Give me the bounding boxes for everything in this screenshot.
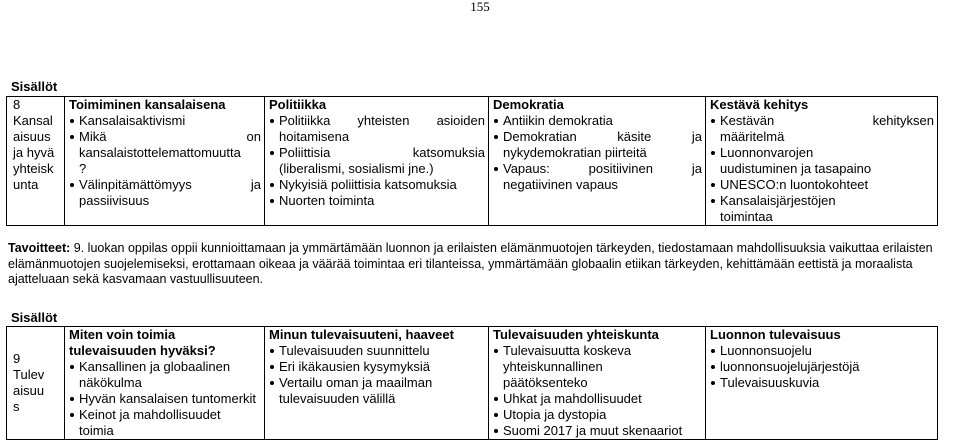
text-line: Antiikin demokratia — [503, 113, 613, 128]
text-line: yhteisk — [13, 161, 54, 176]
text-line: Vertailu oman ja maailman — [279, 375, 433, 390]
list-item — [69, 113, 261, 129]
list-item — [69, 359, 261, 391]
list-item — [69, 391, 261, 407]
text-line: Kansallinen ja globaalinen — [79, 359, 231, 374]
list-item — [493, 423, 702, 439]
text-line: Tulevaisuuden yhteiskunta — [493, 327, 659, 342]
list-item-text: kansalaistottelemattomuutta — [79, 145, 241, 160]
list-item-text: negatiivinen vapaus — [503, 177, 618, 192]
text-line: aisuus — [13, 129, 51, 144]
list-item — [493, 391, 702, 407]
grade-9-label — [13, 351, 60, 415]
content-table-grade-9 — [6, 326, 938, 440]
list-item-text: Kestävän kehityksen — [720, 113, 934, 128]
text-line: toimia — [79, 423, 114, 438]
list-item — [493, 129, 702, 161]
table-row — [7, 97, 938, 226]
text-line: Tulevaisuuden suunnittelu — [279, 343, 430, 358]
list-item — [269, 177, 485, 193]
text-line: tulevaisuuden hyväksi? — [69, 343, 216, 358]
text-line: tulevaisuuden välillä — [279, 391, 396, 406]
table-row — [7, 327, 938, 440]
text-line: Kansalaisaktivismi — [79, 113, 186, 128]
text-line: Minun tulevaisuuteni, haaveet — [269, 327, 454, 342]
text-line: Kansal — [13, 113, 53, 128]
text-line: Tulevaisuutta koskeva — [503, 343, 632, 358]
list-item — [710, 113, 934, 145]
text-line: Suomi 2017 ja muut skenaariot — [503, 423, 683, 438]
text-line: 9 — [13, 351, 21, 366]
grade-8-label — [13, 97, 60, 193]
list-item — [269, 145, 485, 177]
text-line: Eri ikäkausien kysymyksiä — [279, 359, 430, 374]
text-line: toimintaa — [720, 209, 773, 224]
text-line: Nuorten toiminta — [279, 193, 375, 208]
list-item-text: Politiikka yhteisten asioiden — [279, 113, 485, 128]
topic-cell-haaveet — [265, 327, 489, 440]
list-item-text: (liberalismi, sosialismi jne.) — [279, 161, 434, 176]
list-item — [710, 359, 934, 375]
text-line: s — [13, 399, 20, 414]
list-item-text: Poliittisia katsomuksia — [279, 145, 485, 160]
text-line: Hyvän kansalaisen tuntomerkit — [79, 391, 257, 406]
text-line: Utopia ja dystopia — [503, 407, 607, 422]
topic-cell-demokratia — [489, 97, 706, 226]
topic-cell-politiikka — [265, 97, 489, 226]
list-item-text: nykydemokratian piirteitä — [503, 145, 647, 160]
bullet-list — [69, 113, 261, 209]
text-line: Kansalaisjärjestöjen — [720, 193, 836, 208]
bullet-list — [493, 343, 702, 439]
list-item-text: määritelmä — [720, 129, 785, 144]
column-title: Politiikka — [269, 97, 327, 112]
list-item — [69, 129, 261, 177]
topic-cell-luonto — [706, 327, 938, 440]
tavoitteet-text: 9. luokan oppilas oppii kunnioittamaan ja ymmärtämään luonnon ja erilaisten elämänmuotojen tärkeyden, tiedostamaan mahdollisuuksia vaikuttaa erilaisten elämänmuotojen suojelemiseksi, erottamaan oikeaa ja väärää toimintaa eri tilanteissa, ymmärtämään globaalin etiikan tärkeyden, kehittämään eettistä ja moraalista ajatteluaan sekä kasvamaan vastuullisuuteen. — [8, 241, 933, 286]
text-line: aisuu — [13, 383, 45, 398]
text-line: UNESCO:n luontokohteet — [720, 177, 869, 192]
text-line: Tulevaisuuskuvia — [720, 375, 820, 390]
list-item — [710, 375, 934, 391]
list-item — [269, 359, 485, 375]
list-item — [269, 343, 485, 359]
list-item — [69, 407, 261, 439]
text-line: näkökulma — [79, 375, 142, 390]
topic-cell-kansalainen — [65, 97, 265, 226]
list-item — [493, 407, 702, 423]
list-item — [269, 193, 485, 209]
list-item — [710, 145, 934, 177]
topic-cell-yhteiskunta — [489, 327, 706, 440]
sisallot-heading-8: Sisällöt — [11, 79, 58, 94]
text-line: päätöksenteko — [503, 375, 588, 390]
text-line: Nykyisiä poliittisia katsomuksia — [279, 177, 457, 192]
list-item — [269, 375, 485, 407]
column-title — [710, 327, 934, 343]
column-title — [269, 327, 485, 343]
text-line: Luonnonvarojen — [720, 145, 814, 160]
list-item-text: Välinpitämättömyys ja — [79, 177, 261, 192]
list-item-text: Mikä on — [79, 129, 261, 144]
text-line: Uhkat ja mahdollisuudet — [503, 391, 642, 406]
list-item — [493, 161, 702, 193]
list-item — [710, 177, 934, 193]
text-line: Tulev — [13, 367, 45, 382]
sisallot-heading-9: Sisällöt — [11, 310, 58, 325]
text-line: Keinot ja mahdollisuudet — [79, 407, 221, 422]
text-line: Miten voin toimia — [69, 327, 176, 342]
text-line: uudistuminen ja tasapaino — [720, 161, 872, 176]
text-line: luonnonsuojelujärjestöjä — [720, 359, 860, 374]
text-line: yhteiskunnallinen — [503, 359, 603, 374]
tavoitteet-paragraph — [8, 241, 956, 288]
grade-8-cell — [7, 97, 65, 226]
content-table-grade-8 — [6, 96, 938, 226]
topic-cell-toimia — [65, 327, 265, 440]
topic-cell-kestava-kehitys — [706, 97, 938, 226]
bullet-list — [269, 113, 485, 209]
list-item-text: passiivisuus — [79, 193, 150, 208]
list-item — [493, 343, 702, 391]
list-item — [710, 343, 934, 359]
text-line: 8 — [13, 97, 21, 112]
bullet-list — [69, 359, 261, 439]
bullet-list — [710, 343, 934, 391]
list-item-text: hoitamisena — [279, 129, 350, 144]
text-line: unta — [13, 177, 39, 192]
column-title — [69, 327, 261, 359]
list-item-text: Vapaus: positiivinen ja — [503, 161, 702, 176]
tavoitteet-label: Tavoitteet: — [8, 241, 71, 255]
list-item — [269, 113, 485, 145]
list-item-text: ? — [79, 161, 87, 176]
list-item — [710, 193, 934, 225]
text-line: Luonnon tulevaisuus — [710, 327, 841, 342]
column-title: Toimiminen kansalaisena — [69, 97, 226, 112]
grade-9-cell — [7, 327, 65, 440]
bullet-list — [269, 343, 485, 407]
list-item-text: Demokratian käsite ja — [503, 129, 702, 144]
column-title: Kestävä kehitys — [710, 97, 809, 112]
list-item — [493, 113, 702, 129]
bullet-list — [493, 113, 702, 193]
page-number: 155 — [470, 0, 490, 14]
column-title: Demokratia — [493, 97, 564, 112]
text-line: Luonnonsuojelu — [720, 343, 812, 358]
column-title — [493, 327, 702, 343]
bullet-list — [710, 113, 934, 225]
list-item — [69, 177, 261, 209]
text-line: ja hyvä — [13, 145, 55, 160]
